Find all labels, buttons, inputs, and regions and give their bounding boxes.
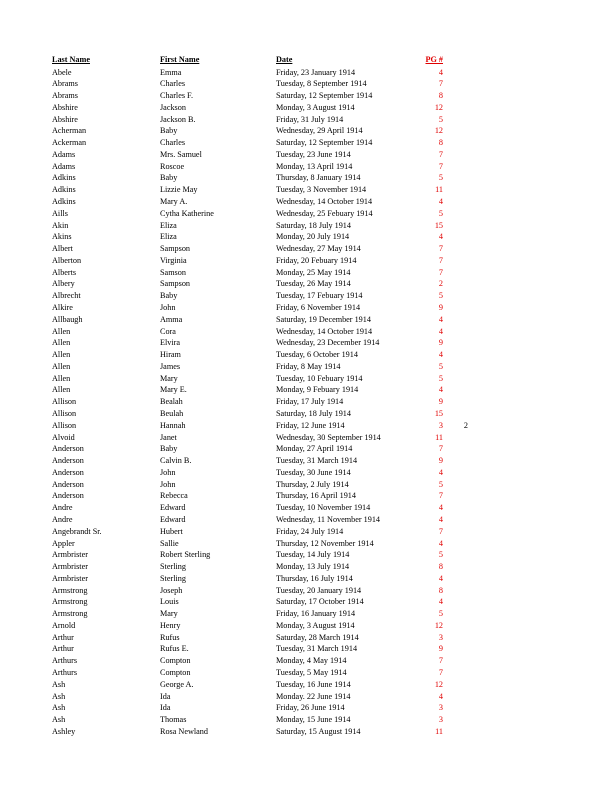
date-cell: Wednesday, 23 December 1914 [276,338,380,348]
date-cell: Tuesday, 26 May 1914 [276,279,351,289]
first-name-cell: John [160,467,176,477]
table-row [0,208,612,220]
page-number-cell: 7 [438,267,443,277]
last-name-cell: Armbrister [52,550,88,560]
date-cell: Tuesday, 14 July 1914 [276,550,350,560]
first-name-cell: Sampson [160,279,191,289]
last-name-cell: Acherman [52,126,87,136]
date-cell: Tuesday, 10 Febuary 1914 [276,373,363,383]
date-cell: Monday, 3 August 1914 [276,620,355,630]
page-number-cell: 4 [438,232,443,242]
last-name-cell: Allison [52,397,77,407]
first-name-cell: Virginia [160,255,187,265]
table-row [0,172,612,184]
date-cell: Tuesday, 31 March 1914 [276,456,358,466]
date-cell: Friday, 12 June 1914 [276,420,345,430]
date-cell: Friday, 26 June 1914 [276,703,345,713]
table-row [0,432,612,444]
page-number-cell: 5 [438,479,443,489]
date-cell: Friday, 16 January 1914 [276,609,356,619]
date-cell: Tuesday, 30 June 1914 [276,467,351,477]
table-row [0,326,612,338]
date-cell: Tuesday, 16 June 1914 [276,679,351,689]
date-cell: Wednesday, 29 April 1914 [276,126,363,136]
last-name-cell: Aills [52,208,68,218]
page-number-cell: 7 [438,244,443,254]
first-name-cell: Mrs. Samuel [160,149,202,159]
last-name-cell: Akins [52,232,72,242]
table-row [0,726,612,738]
header-first-name: First Name [160,55,200,64]
first-name-cell: Hubert [160,526,183,536]
first-name-cell: James [160,361,181,371]
page-number-cell: 7 [438,255,443,265]
first-name-cell: Baby [160,444,178,454]
page-number-cell: 4 [438,385,443,395]
table-row [0,396,612,408]
page-number-cell: 3 [438,715,443,725]
date-cell: Tuesday, 6 October 1914 [276,350,358,360]
page-number-cell: 4 [438,514,443,524]
last-name-cell: Adkins [52,173,76,183]
page-number-cell: 9 [438,644,443,654]
date-cell: Tuesday, 17 Febuary 1914 [276,291,363,301]
last-name-cell: Anderson [52,467,84,477]
date-cell: Tuesday, 23 June 1914 [276,149,351,159]
first-name-cell: Mary A. [160,197,188,207]
last-name-cell: Ash [52,703,66,713]
table-row [0,314,612,326]
table-row [0,149,612,161]
date-cell: Monday, 9 Febuary 1914 [276,385,359,395]
last-name-cell: Allison [52,420,77,430]
date-cell: Friday, 8 May 1914 [276,361,341,371]
table-row [0,679,612,691]
table-row [0,573,612,585]
last-name-cell: Armstrong [52,597,88,607]
first-name-cell: Mary [160,609,178,619]
table-row [0,290,612,302]
last-name-cell: Armbrister [52,573,88,583]
page-number-cell: 4 [438,573,443,583]
last-name-cell: Allen [52,385,71,395]
date-cell: Monday, 13 April 1914 [276,161,353,171]
first-name-cell: Sampson [160,244,191,254]
table-row [0,608,612,620]
first-name-cell: Jackson B. [160,114,196,124]
last-name-cell: Andre [52,503,73,513]
date-cell: Thursday, 2 July 1914 [276,479,349,489]
last-name-cell: Akin [52,220,69,230]
page-number-cell: 7 [438,526,443,536]
table-row [0,514,612,526]
first-name-cell: Compton [160,656,191,666]
date-cell: Thursday, 16 April 1914 [276,491,356,501]
last-name-cell: Arthurs [52,656,78,666]
last-name-cell: Allen [52,338,71,348]
page-number-cell: 9 [438,456,443,466]
last-name-cell: Arthur [52,632,74,642]
table-row [0,643,612,655]
extra-note-cell: 2 [463,420,468,430]
date-cell: Saturday, 17 October 1914 [276,597,364,607]
last-name-cell: Armstrong [52,609,88,619]
table-row [0,549,612,561]
date-cell: Tuesday, 31 March 1914 [276,644,358,654]
page-number-cell: 11 [435,432,443,442]
first-name-cell: Thomas [160,715,187,725]
first-name-cell: Robert Sterling [160,550,211,560]
header-last-name: Last Name [52,55,90,64]
page-number-cell: 11 [435,726,443,736]
table-row [0,443,612,455]
last-name-cell: Adams [52,149,76,159]
page-number-cell: 3 [438,703,443,713]
date-cell: Tuesday, 10 November 1914 [276,503,371,513]
table-row [0,455,612,467]
date-cell: Tuesday, 5 May 1914 [276,668,347,678]
page-number-cell: 7 [438,668,443,678]
first-name-cell: Sterling [160,573,186,583]
first-name-cell: Cytha Katherine [160,208,214,218]
date-cell: Tuesday, 8 September 1914 [276,79,367,89]
first-name-cell: Emma [160,67,182,77]
page-number-cell: 9 [438,397,443,407]
page-number-cell: 4 [438,326,443,336]
table-row [0,620,612,632]
page-number-cell: 9 [438,303,443,312]
last-name-cell: Armbrister [52,562,88,572]
first-name-cell: Charles F. [160,91,194,101]
table-row [0,585,612,597]
last-name-cell: Adkins [52,185,76,195]
page-number-cell: 7 [438,444,443,454]
last-name-cell: Arthur [52,644,74,654]
last-name-cell: Appler [52,538,75,548]
table-row [0,278,612,290]
page-number-cell: 15 [434,220,443,230]
first-name-cell: Calvin B. [160,456,192,466]
first-name-cell: Mary [160,373,178,383]
last-name-cell: Anderson [52,456,84,466]
first-name-cell: Janet [160,432,177,442]
last-name-cell: Anderson [52,479,84,489]
last-name-cell: Allen [52,373,71,383]
last-name-cell: Arnold [52,620,76,630]
first-name-cell: Compton [160,668,191,678]
page-number-cell: 2 [438,279,443,289]
page-number-cell: 15 [434,408,443,418]
table-row [0,255,612,267]
date-cell: Thursday, 12 November 1914 [276,538,374,548]
first-name-cell: Ida [160,703,171,713]
table-row [0,420,612,432]
first-name-cell: Edward [160,514,186,524]
date-cell: Wednesday, 14 October 1914 [276,197,373,207]
page-number-cell: 11 [435,185,443,195]
table-row [0,702,612,714]
date-cell: Wednesday, 30 September 1914 [276,432,381,442]
page-number-cell: 5 [438,114,443,124]
first-name-cell: Baby [160,173,178,183]
date-cell: Monday, 13 July 1914 [276,562,350,572]
table-row [0,408,612,420]
page-number-cell: 3 [438,420,443,430]
table-row [0,231,612,243]
page-number-cell: 8 [438,585,443,595]
table-row [0,714,612,726]
last-name-cell: Anderson [52,444,84,454]
table-row [0,655,612,667]
first-name-cell: Cora [160,326,176,336]
last-name-cell: Ashley [52,726,76,736]
page-number-cell: 12 [434,126,443,136]
first-name-cell: Rufus [160,632,180,642]
last-name-cell: Adams [52,161,76,171]
first-name-cell: Henry [160,620,181,630]
table-row [0,114,612,126]
page-number-cell: 4 [438,197,443,207]
first-name-cell: Rebecca [160,491,188,501]
first-name-cell: Rosa Newland [160,726,208,736]
first-name-cell: Roscoe [160,161,185,171]
first-name-cell: Elvira [160,338,181,348]
last-name-cell: Armstrong [52,585,88,595]
table-row [0,337,612,349]
table-row [0,526,612,538]
first-name-cell: Charles [160,138,186,148]
first-name-cell: Edward [160,503,186,513]
table-row [0,196,612,208]
last-name-cell: Ash [52,691,66,701]
date-cell: Saturday, 18 July 1914 [276,220,351,230]
date-cell: Thursday, 16 July 1914 [276,573,353,583]
last-name-cell: Abshire [52,114,78,124]
page-number-cell: 5 [438,208,443,218]
page-number-cell: 5 [438,550,443,560]
page-number-cell: 8 [438,91,443,101]
table-row [0,667,612,679]
date-cell: Tuesday, 20 January 1914 [276,585,362,595]
date-cell: Saturday, 28 March 1914 [276,632,359,642]
table-row [0,67,612,79]
last-name-cell: Angebrandt Sr. [52,526,102,536]
first-name-cell: Ida [160,691,171,701]
date-cell: Thursday, 8 January 1914 [276,173,361,183]
last-name-cell: Alkire [52,303,73,312]
date-cell: Wednesday, 27 May 1914 [276,244,361,254]
date-cell: Friday, 20 Febuary 1914 [276,255,357,265]
table-row [0,691,612,703]
date-cell: Monday, 27 April 1914 [276,444,353,454]
page-number-cell: 7 [438,161,443,171]
table-row [0,267,612,279]
table-row [0,373,612,385]
page-number-cell: 5 [438,291,443,301]
first-name-cell: Jackson [160,102,186,112]
table-row [0,479,612,491]
last-name-cell: Allen [52,361,71,371]
last-name-cell: Adkins [52,197,76,207]
table-row [0,632,612,644]
page-number-cell: 9 [438,338,443,348]
last-name-cell: Ash [52,679,66,689]
table-row [0,502,612,514]
page-number-cell: 4 [438,691,443,701]
last-name-cell: Allison [52,408,77,418]
table-row [0,538,612,550]
date-cell: Monday, 4 May 1914 [276,656,347,666]
table-row [0,302,612,314]
date-cell: Friday, 31 July 1914 [276,114,344,124]
last-name-cell: Abrams [52,79,78,89]
table-row [0,78,612,90]
first-name-cell: Bealah [160,397,183,407]
last-name-cell: Abshire [52,102,78,112]
first-name-cell: Eliza [160,220,177,230]
table-row [0,161,612,173]
table-row [0,243,612,255]
date-cell: Wednesday, 11 November 1914 [276,514,381,524]
last-name-cell: Ackerman [52,138,87,148]
first-name-cell: Rufus E. [160,644,189,654]
first-name-cell: Hiram [160,350,181,360]
page-number-cell: 5 [438,173,443,183]
page-number-cell: 4 [438,597,443,607]
page-number-cell: 7 [438,149,443,159]
date-cell: Saturday, 12 September 1914 [276,91,373,101]
last-name-cell: Abrams [52,91,78,101]
last-name-cell: Albery [52,279,75,289]
first-name-cell: Baby [160,291,178,301]
date-cell: Friday, 6 November 1914 [276,303,361,312]
date-cell: Saturday, 12 September 1914 [276,138,373,148]
last-name-cell: Allen [52,350,71,360]
first-name-cell: Eliza [160,232,177,242]
last-name-cell: Arthurs [52,668,78,678]
table-row [0,90,612,102]
last-name-cell: Alberton [52,255,82,265]
date-cell: Monday, 3 August 1914 [276,102,355,112]
first-name-cell: Charles [160,79,186,89]
first-name-cell: Amma [160,314,183,324]
page-number-cell: 5 [438,609,443,619]
last-name-cell: Alberts [52,267,77,277]
first-name-cell: Lizzie May [160,185,198,195]
page-number-cell: 3 [438,632,443,642]
first-name-cell: John [160,479,176,489]
table-row [0,561,612,573]
table-row [0,125,612,137]
first-name-cell: Hannah [160,420,186,430]
last-name-cell: Allen [52,326,71,336]
page-number-cell: 5 [438,361,443,371]
date-cell: Saturday, 18 July 1914 [276,408,351,418]
page-number-cell: 8 [438,138,443,148]
table-row [0,220,612,232]
last-name-cell: Allbaugh [52,314,83,324]
last-name-cell: Anderson [52,491,84,501]
date-cell: Friday, 24 July 1914 [276,526,344,536]
date-cell: Monday, 20 July 1914 [276,232,350,242]
date-cell: Wednesday, 14 October 1914 [276,326,373,336]
table-row [0,596,612,608]
date-cell: Monday, 15 June 1914 [276,715,351,725]
page-number-cell: 7 [438,656,443,666]
first-name-cell: Sallie [160,538,179,548]
first-name-cell: Joseph [160,585,183,595]
date-cell: Monday. 22 June 1914 [276,691,351,701]
first-name-cell: John [160,303,176,312]
table-row [0,384,612,396]
first-name-cell: Sterling [160,562,186,572]
date-cell: Wednesday, 25 Febuary 1914 [276,208,373,218]
page-number-cell: 4 [438,538,443,548]
page-number-cell: 4 [438,503,443,513]
page-number-cell: 8 [438,562,443,572]
first-name-cell: Mary E. [160,385,187,395]
table-row [0,137,612,149]
page-number-cell: 4 [438,467,443,477]
first-name-cell: George A. [160,679,194,689]
last-name-cell: Andre [52,514,73,524]
last-name-cell: Albert [52,244,73,254]
date-cell: Friday, 23 January 1914 [276,67,356,77]
first-name-cell: Samson [160,267,186,277]
date-cell: Monday, 25 May 1914 [276,267,351,277]
page-number-cell: 12 [434,102,443,112]
table-row [0,349,612,361]
table-row [0,361,612,373]
table-row [0,184,612,196]
first-name-cell: Baby [160,126,178,136]
table-header [0,54,612,66]
page-number-cell: 12 [434,679,443,689]
last-name-cell: Abele [52,67,72,77]
last-name-cell: Ash [52,715,66,725]
table-row [0,102,612,114]
table-row [0,490,612,502]
page-number-cell: 4 [438,314,443,324]
date-cell: Saturday, 15 August 1914 [276,726,361,736]
date-cell: Friday, 17 July 1914 [276,397,344,407]
date-cell: Saturday, 19 December 1914 [276,314,371,324]
header-page-number: PG # [425,55,443,64]
date-cell: Tuesday, 3 November 1914 [276,185,367,195]
first-name-cell: Louis [160,597,179,607]
last-name-cell: Albrecht [52,291,81,301]
page-number-cell: 12 [434,620,443,630]
page-number-cell: 5 [438,373,443,383]
page-number-cell: 7 [438,79,443,89]
page-number-cell: 4 [438,67,443,77]
first-name-cell: Beulah [160,408,184,418]
last-name-cell: Alvoid [52,432,75,442]
table-row [0,467,612,479]
header-date: Date [276,55,293,64]
page-number-cell: 4 [438,350,443,360]
page-number-cell: 7 [438,491,443,501]
